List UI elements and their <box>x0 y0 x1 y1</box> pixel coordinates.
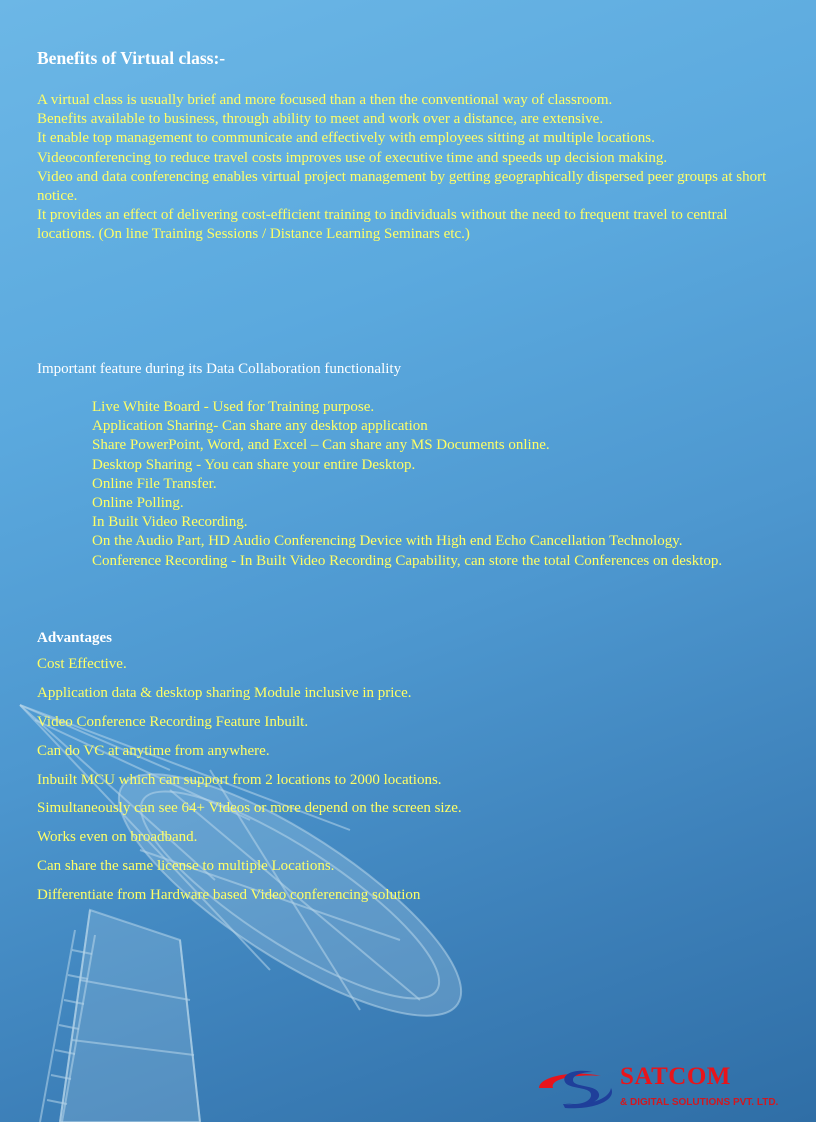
intro-paragraph: Videoconferencing to reduce travel costs improves use of executive time and speeds up decision making. <box>37 149 668 166</box>
intro-paragraph: It provides an effect of delivering cost-efficient training to individuals without the need to frequent travel to central locations. (On line Training Sessions / Distance Learning Seminars etc.) <box>37 207 728 243</box>
feature-list <box>92 398 777 571</box>
advantage-item: Video Conference Recording Feature Inbuilt. <box>37 713 309 730</box>
advantage-item: Inbuilt MCU which can support from 2 locations to 2000 locations. <box>37 771 442 788</box>
feature-item: Application Sharing- Can share any desktop application <box>92 418 428 435</box>
advantage-item: Simultaneously can see 64+ Videos or more depend on the screen size. <box>37 800 462 817</box>
feature-heading: Important feature during its Data Collaboration functionality <box>37 361 402 377</box>
advantage-item: Works even on broadband. <box>37 829 198 846</box>
intro-paragraph: Benefits available to business, through ability to meet and work over a distance, are extensive. <box>37 111 604 128</box>
feature-item: Share PowerPoint, Word, and Excel – Can share any MS Documents online. <box>92 437 550 454</box>
feature-item: In Built Video Recording. <box>92 514 248 531</box>
advantage-item: Can do VC at anytime from anywhere. <box>37 742 270 759</box>
intro-paragraphs <box>37 91 777 245</box>
logo-company-subtitle: & DIGITAL SOLUTIONS PVT. LTD. <box>620 1097 779 1108</box>
page-title: Benefits of Virtual class:- <box>37 48 226 68</box>
advantages-heading: Advantages <box>37 630 113 646</box>
company-logo <box>535 1063 805 1112</box>
feature-item: Online Polling. <box>92 495 184 512</box>
intro-paragraph: It enable top management to communicate and effectively with employees sitting at multiple locations. <box>37 130 655 147</box>
intro-paragraph: A virtual class is usually brief and more focused than a then the conventional way of classroom. <box>37 92 613 108</box>
feature-item: Conference Recording - In Built Video Recording Capability, can store the total Conferences on desktop. <box>92 552 723 569</box>
feature-item: Online File Transfer. <box>92 475 217 492</box>
feature-item: Live White Board - Used for Training purpose. <box>92 399 375 415</box>
satcom-s-swoosh-icon <box>535 1066 617 1112</box>
feature-item: Desktop Sharing - You can share your entire Desktop. <box>92 456 416 473</box>
advantage-item: Differentiate from Hardware based Video conferencing solution <box>37 887 421 904</box>
logo-company-name: SATCOM <box>620 1063 731 1090</box>
advantage-item: Application data & desktop sharing Module inclusive in price. <box>37 684 412 701</box>
advantage-item: Cost Effective. <box>37 656 127 672</box>
advantages-list <box>37 655 777 915</box>
feature-item: On the Audio Part, HD Audio Conferencing Device with High end Echo Cancellation Technology. <box>92 533 683 550</box>
advantage-item: Can share the same license to multiple Locations. <box>37 858 335 875</box>
intro-paragraph: Video and data conferencing enables virtual project management by getting geographically dispersed peer groups at short notice. <box>37 168 767 205</box>
